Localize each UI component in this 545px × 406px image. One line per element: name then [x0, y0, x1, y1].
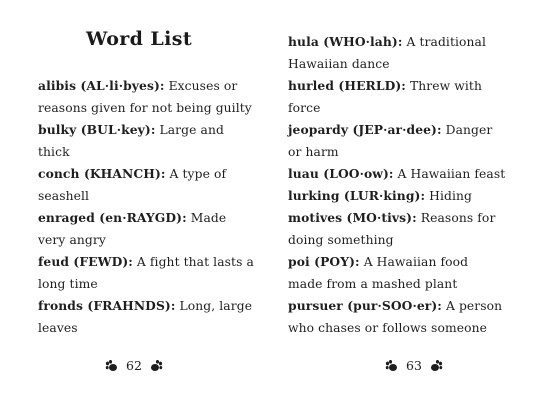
paw-print-icon [149, 360, 163, 372]
entry-definition-continued: made from a mashed plant [288, 277, 458, 291]
entry-definition-continued: Hawaiian dance [288, 57, 390, 71]
page-number: 62 [126, 358, 142, 373]
entry-definition: Danger [445, 123, 493, 137]
entry-definition: A person [445, 299, 503, 313]
paw-print-icon [105, 360, 119, 372]
entry-term: motives (MO·tivs): [288, 210, 417, 225]
entry-term: lurking (LUR·king): [288, 188, 426, 203]
paw-print-icon [429, 360, 443, 372]
page-number-footer [385, 358, 443, 373]
entry-term: feud (FEWD): [38, 254, 133, 269]
entry-definition-continued: reasons given for not being guilty [38, 101, 252, 115]
page-number: 63 [406, 358, 422, 373]
entry-definition-continued: force [288, 101, 321, 115]
entry-definition-continued: long time [38, 277, 98, 291]
right-page [288, 0, 533, 406]
page-title: Word List [86, 28, 193, 50]
word-entry [288, 163, 505, 185]
entry-definition: Hiding [429, 189, 472, 203]
entry-term: luau (LOO·ow): [288, 166, 394, 181]
entry-term: fronds (FRAHNDS): [38, 298, 176, 313]
word-entry [38, 119, 254, 163]
entry-definition: Reasons for [420, 211, 496, 225]
word-list-right [288, 31, 505, 339]
word-entry [288, 75, 505, 119]
entry-definition: Long, large [179, 299, 253, 313]
word-entry [38, 251, 254, 295]
entry-definition: Excuses or [168, 79, 238, 93]
entry-definition: A type of [169, 167, 227, 181]
entry-definition-continued: thick [38, 145, 70, 159]
entry-definition-continued: leaves [38, 321, 78, 335]
word-entry [288, 251, 505, 295]
entry-term: poi (POY): [288, 254, 360, 269]
entry-definition-continued: seashell [38, 189, 90, 203]
word-entry [288, 295, 505, 339]
entry-definition: A fight that lasts a [136, 255, 254, 269]
entry-term: hula (WHO·lah): [288, 34, 403, 49]
paw-print-icon [385, 360, 399, 372]
entry-definition-continued: or harm [288, 145, 339, 159]
entry-term: pursuer (pur·SOO·er): [288, 298, 442, 313]
page-number-footer [105, 358, 163, 373]
entry-term: jeopardy (JEP·ar·dee): [288, 122, 442, 137]
word-entry [288, 119, 505, 163]
entry-definition: A traditional [406, 35, 487, 49]
left-page [38, 0, 273, 406]
entry-term: conch (KHANCH): [38, 166, 166, 181]
entry-term: enraged (en·RAYGD): [38, 210, 187, 225]
entry-term: bulky (BUL·key): [38, 122, 156, 137]
word-entry [288, 207, 505, 251]
word-entry [288, 185, 505, 207]
entry-definition: Large and [159, 123, 224, 137]
entry-term: hurled (HERLD): [288, 78, 406, 93]
word-list-left [38, 75, 254, 339]
entry-definition-continued: very angry [38, 233, 106, 247]
word-entry [38, 295, 254, 339]
word-entry [288, 31, 505, 75]
entry-definition: Threw with [409, 79, 482, 93]
word-entry [38, 75, 254, 119]
entry-definition: A Hawaiian feast [397, 167, 506, 181]
entry-definition-continued: doing something [288, 233, 394, 247]
entry-definition: A Hawaiian food [363, 255, 469, 269]
entry-term: alibis (AL·li·byes): [38, 78, 165, 93]
word-entry [38, 207, 254, 251]
entry-definition: Made [190, 211, 227, 225]
entry-definition-continued: who chases or follows someone [288, 321, 488, 335]
word-entry [38, 163, 254, 207]
